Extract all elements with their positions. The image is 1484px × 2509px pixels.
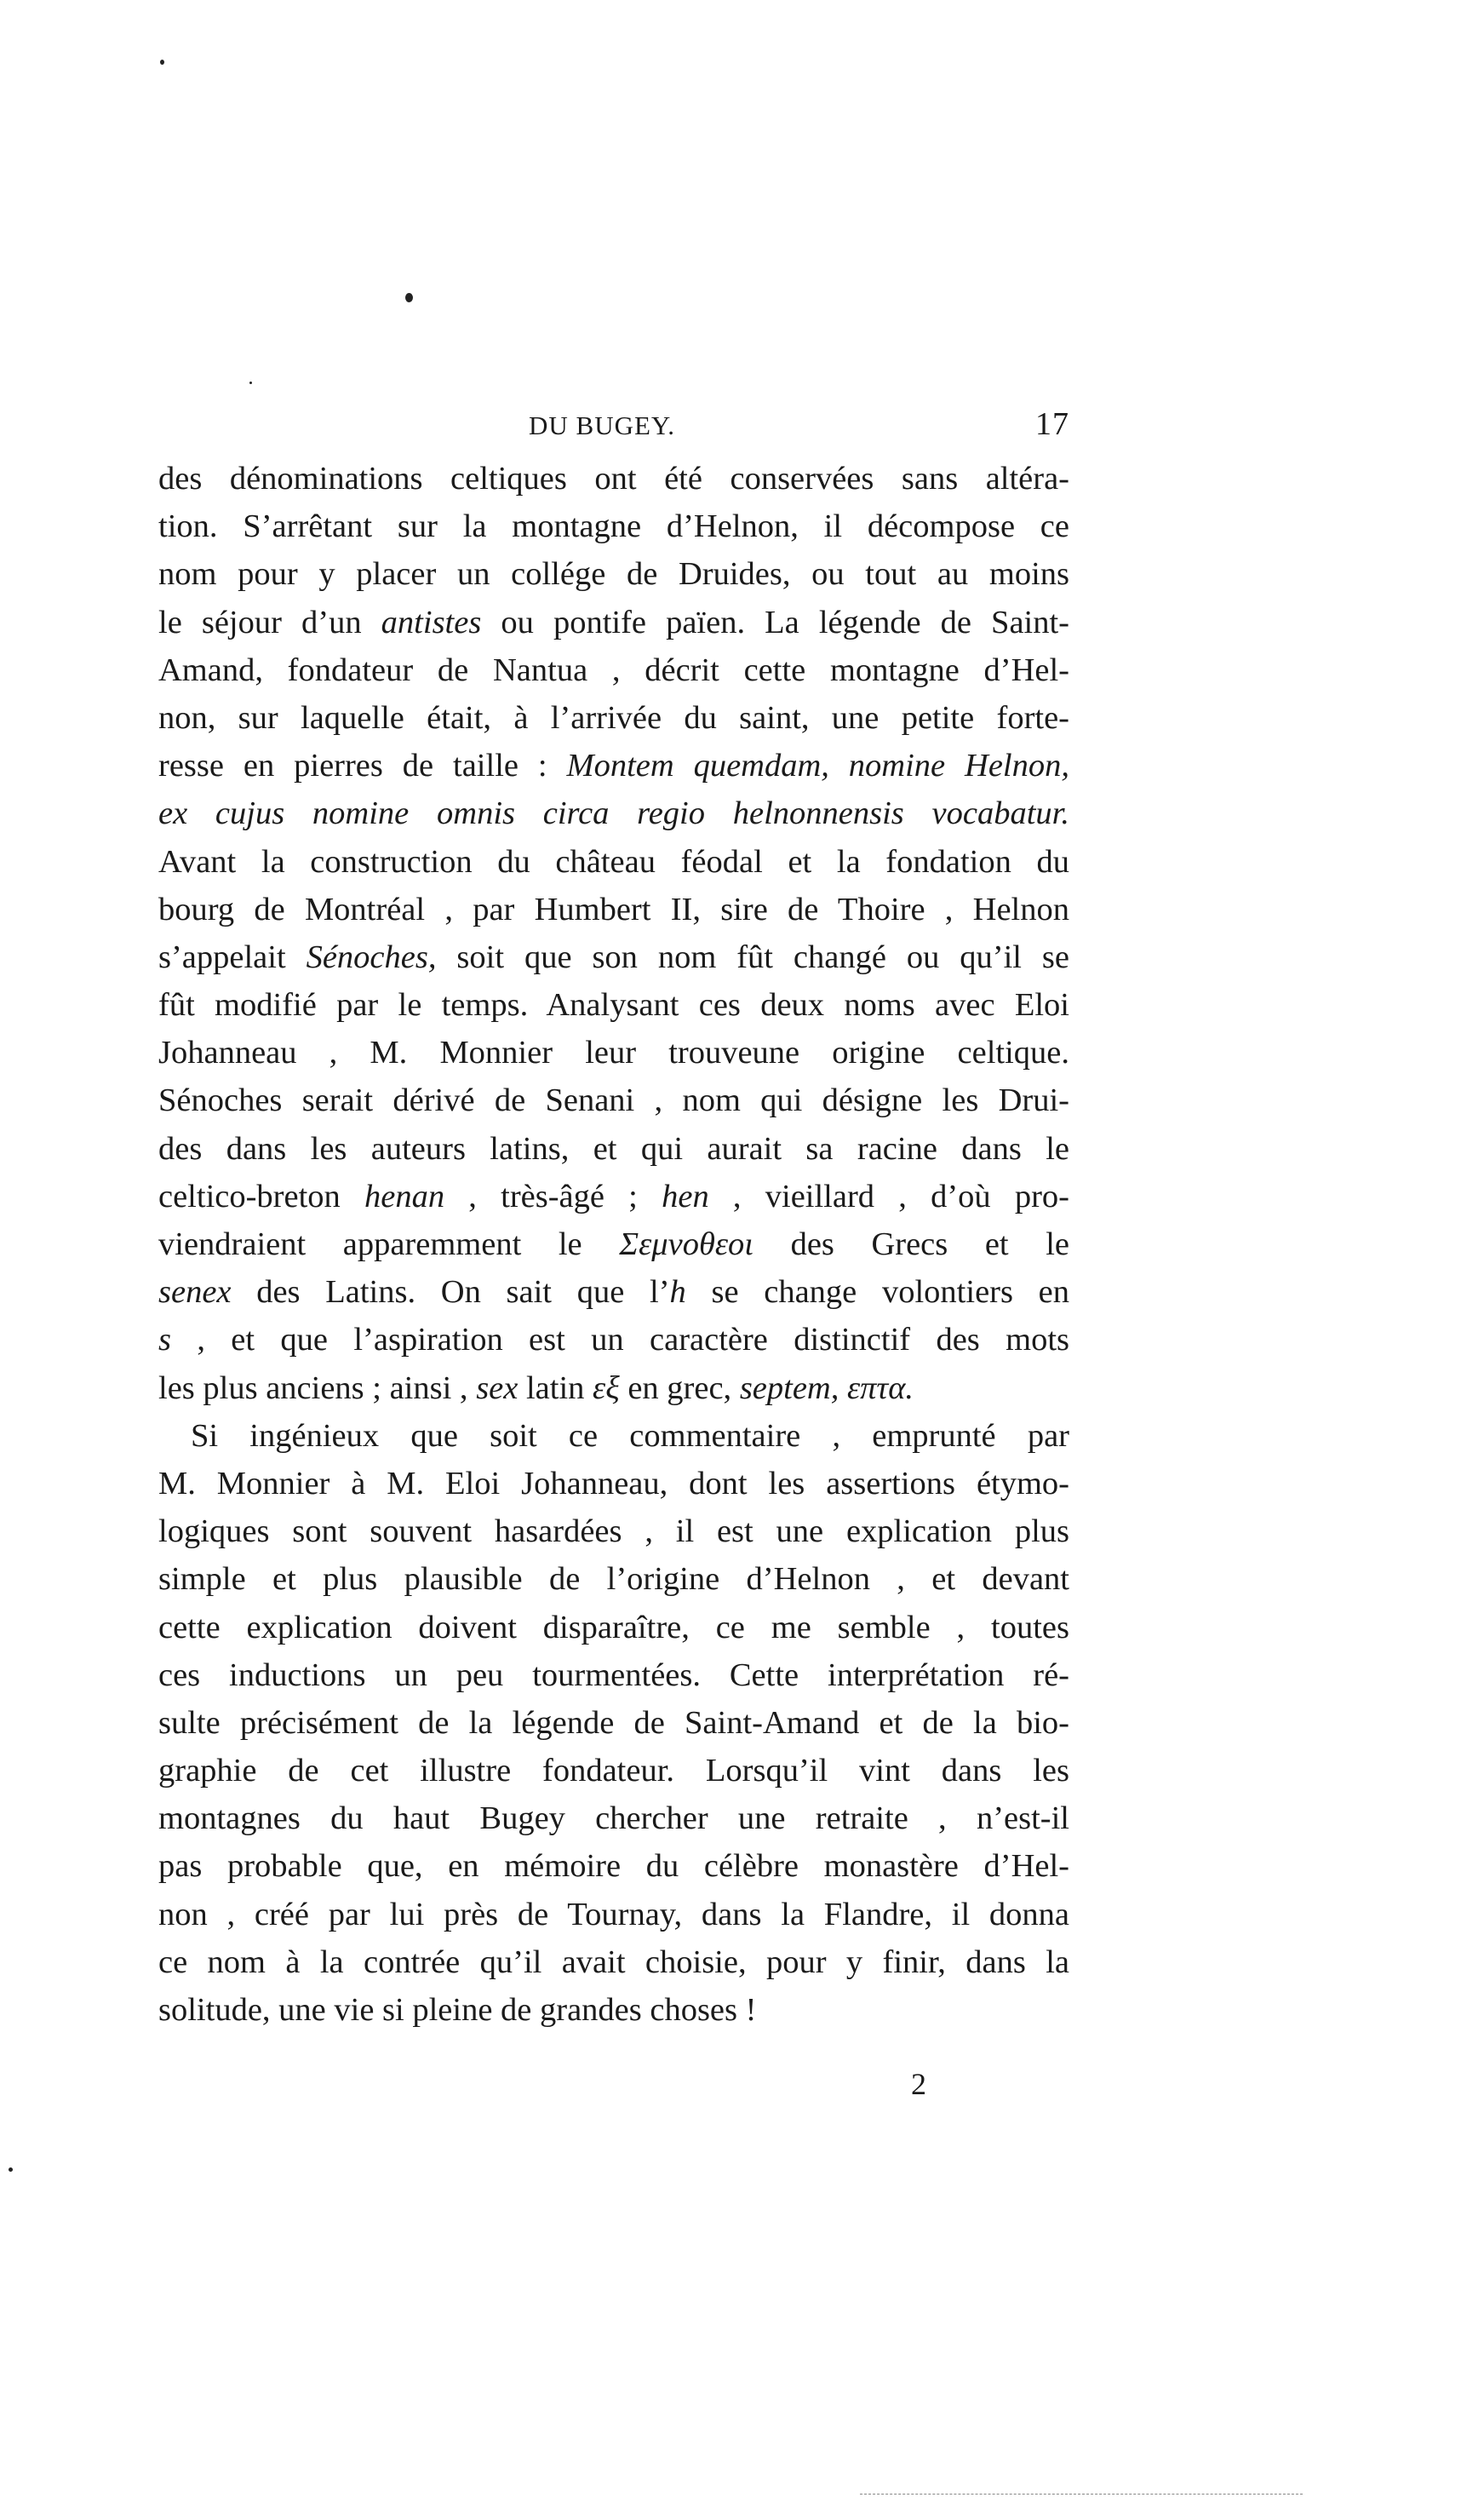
text-line: les plus anciens ; ainsi , sex latin εξ en grec, septem, επτα. <box>158 1369 914 1406</box>
ink-speck <box>405 293 413 302</box>
ink-speck <box>9 2167 13 2172</box>
footer-rule <box>860 2494 1303 2495</box>
text-line: ce nom à la contrée qu’il avait choisie, pour y finir, dans la <box>158 1943 1069 1980</box>
text-line: non , créé par lui près de Tournay, dans la Flandre, il donna <box>158 1896 1069 1932</box>
ink-speck <box>249 382 252 384</box>
text-line: Si ingénieux que soit ce commentaire , emprunté par <box>191 1417 1069 1454</box>
text-line: Avant la construction du château féodal et la fondation du <box>158 843 1069 880</box>
text-line: sulte précisément de la légende de Saint-Amand et de la bio- <box>158 1704 1069 1741</box>
text-line: tion. S’arrêtant sur la montagne d’Helnon, il décompose ce <box>158 508 1069 545</box>
text-line: non, sur laquelle était, à l’arrivée du saint, une petite forte- <box>158 699 1069 736</box>
text-line: des dans les auteurs latins, et qui aurait sa racine dans le <box>158 1130 1069 1167</box>
text-line: celtico-breton henan , très-âgé ; hen , vieillard , d’où pro- <box>158 1178 1070 1214</box>
running-title: DU BUGEY. <box>529 411 676 440</box>
text-line: des dénominations celtiques ont été conservées sans altéra- <box>158 461 1069 497</box>
text-line: ex cujus nomine omnis circa regio helnonnensis vocabatur. <box>158 795 1069 832</box>
text-line: ces inductions un peu tourmentées. Cette interprétation ré- <box>158 1656 1069 1693</box>
text-line: s’appelait Sénoches, soit que son nom fût changé ou qu’il se <box>158 939 1069 975</box>
text-line: Amand, fondateur de Nantua , décrit cette montagne d’Hel- <box>158 652 1069 688</box>
signature-mark: 2 <box>911 2067 926 2101</box>
text-line: M. Monnier à M. Eloi Johanneau, dont les assertions étymo- <box>158 1465 1069 1501</box>
ink-speck <box>160 60 164 65</box>
text-line: bourg de Montréal , par Humbert II, sire de Thoire , Helnon <box>158 891 1069 927</box>
text-line: logiques sont souvent hasardées , il est une explication plus <box>158 1513 1069 1550</box>
text-line: le séjour d’un antistes ou pontife païen. La légende de Saint- <box>158 604 1069 640</box>
page-number: 17 <box>1035 406 1069 442</box>
text-line: pas probable que, en mémoire du célèbre monastère d’Hel- <box>158 1848 1069 1885</box>
body-text <box>158 455 1069 2034</box>
text-line: resse en pierres de taille : Montem quemdam, nomine Helnon, <box>158 748 1070 784</box>
text-line: fût modifié par le temps. Analysant ces deux noms avec Eloi <box>158 987 1069 1024</box>
text-line: cette explication doivent disparaître, ce me semble , toutes <box>158 1609 1069 1645</box>
text-line: Sénoches serait dérivé de Senani , nom qui désigne les Drui- <box>158 1082 1069 1119</box>
text-line: viendraient apparemment le Σεμνοθεοι des Grecs et le <box>158 1226 1069 1262</box>
text-line: solitude, une vie si pleine de grandes choses ! <box>158 1992 757 2028</box>
text-line: s , et que l’aspiration est un caractère distinctif des mots <box>158 1322 1069 1358</box>
text-line: senex des Latins. On sait que l’h se change volontiers en <box>158 1274 1069 1311</box>
running-head <box>158 402 1069 453</box>
text-line: nom pour y placer un collége de Druides, ou tout au moins <box>158 556 1069 593</box>
text-line: Johanneau , M. Monnier leur trouveune origine celtique. <box>158 1035 1069 1071</box>
text-line: simple et plus plausible de l’origine d’Helnon , et devant <box>158 1561 1069 1598</box>
text-line: graphie de cet illustre fondateur. Lorsqu’il vint dans les <box>158 1753 1069 1789</box>
text-line: montagnes du haut Bugey chercher une retraite , n’est-il <box>158 1800 1069 1837</box>
